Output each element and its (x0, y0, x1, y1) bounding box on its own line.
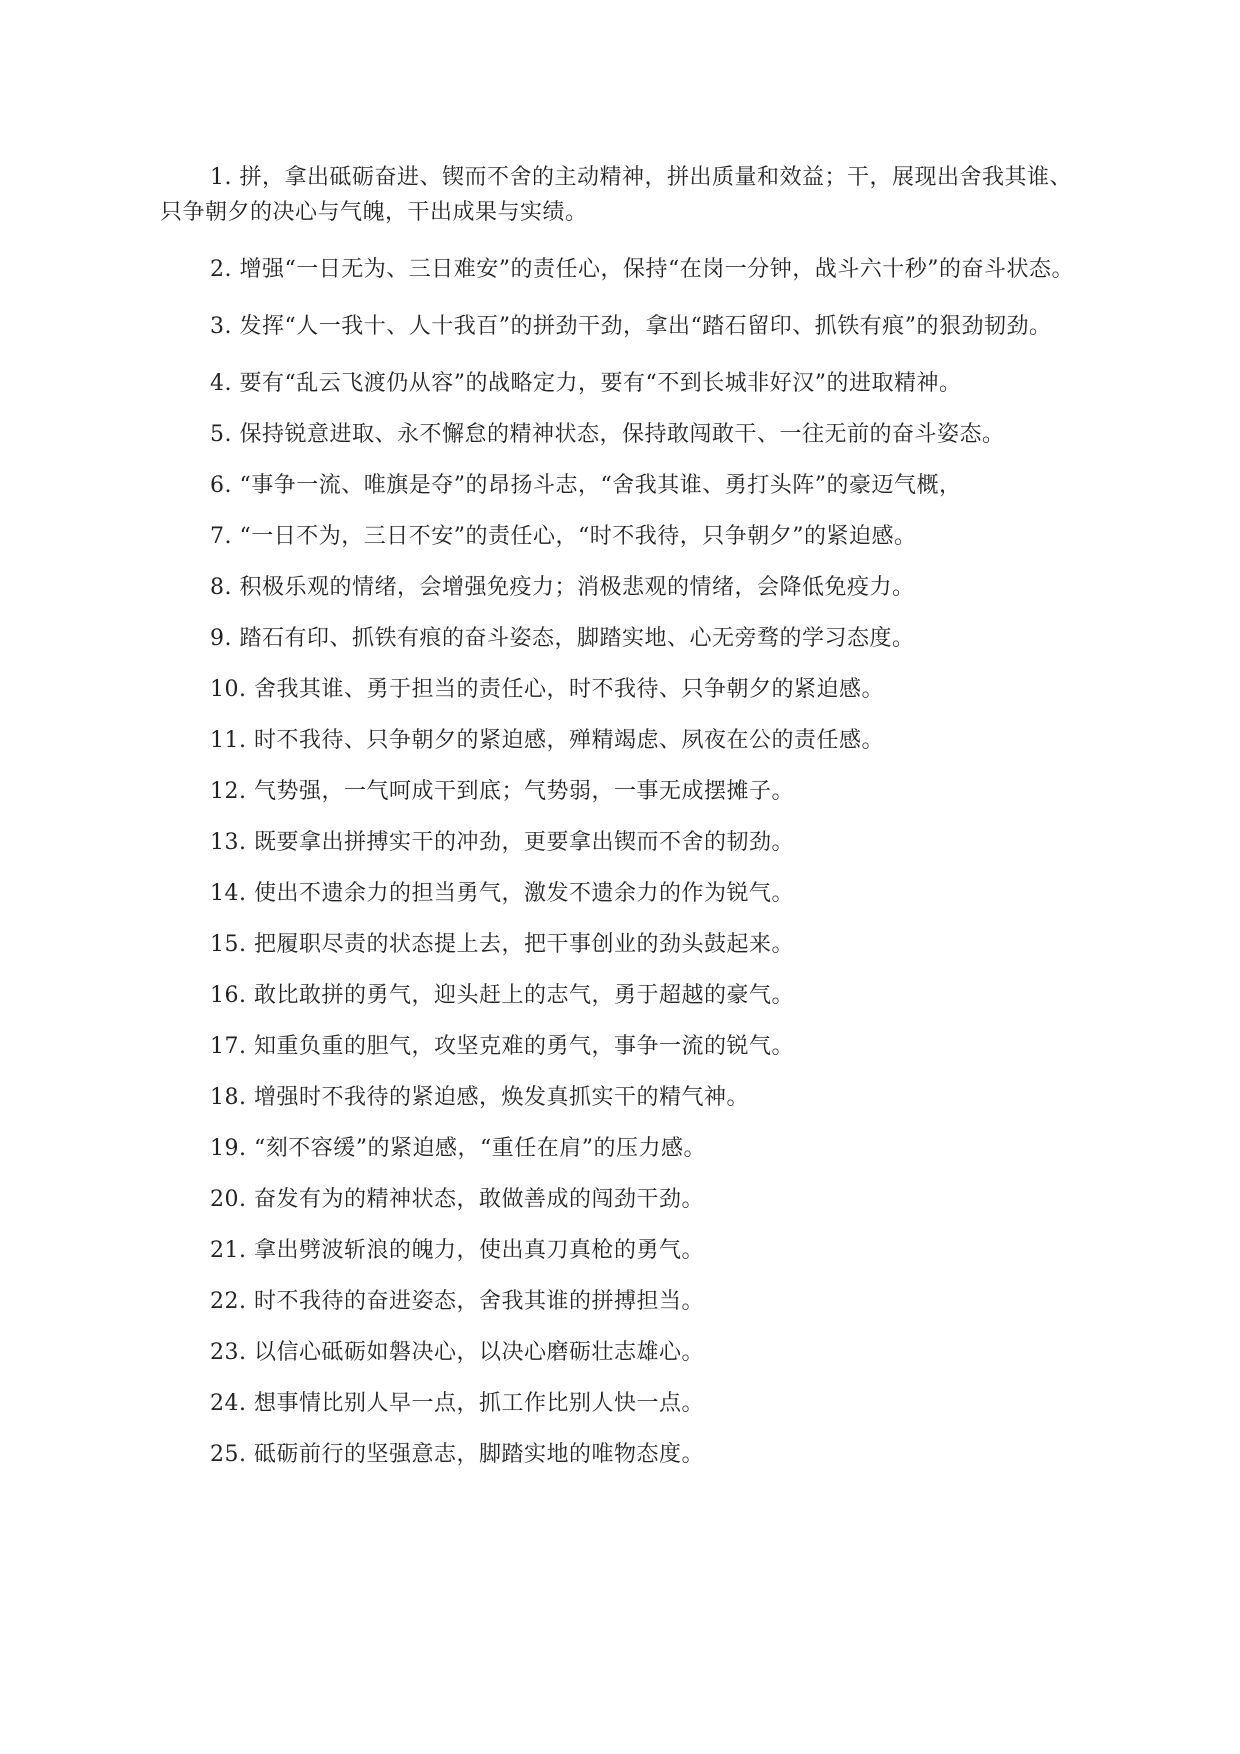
list-item: 23. 以信心砥砺如磐决心，以决心磨砺壮志雄心。 (210, 1340, 704, 1365)
list-item: 4. 要有“乱云飞渡仍从容”的战略定力，要有“不到长城非好汉”的进取精神。 (210, 371, 962, 396)
list-item: 16. 敢比敢拼的勇气，迎头赶上的志气，勇于超越的豪气。 (210, 983, 794, 1008)
list-item: 12. 气势强，一气呵成干到底；气势弱，一事无成摆摊子。 (210, 779, 794, 804)
list-item: 10. 舍我其谁、勇于担当的责任心，时不我待、只争朝夕的紧迫感。 (210, 677, 884, 702)
list-item: 11. 时不我待、只争朝夕的紧迫感，殚精竭虑、夙夜在公的责任感。 (210, 728, 884, 753)
list-item: 15. 把履职尽责的状态提上去，把干事创业的劲头鼓起来。 (210, 932, 794, 957)
list-item: 22. 时不我待的奋进姿态，舍我其谁的拼搏担当。 (210, 1289, 704, 1314)
list-item: 24. 想事情比别人早一点，抓工作比别人快一点。 (210, 1391, 704, 1416)
list-item: 8. 积极乐观的情绪，会增强免疫力；消极悲观的情绪，会降低免疫力。 (210, 575, 915, 600)
list-item: 19. “刻不容缓”的紧迫感，“重任在肩”的压力感。 (210, 1136, 706, 1161)
list-item: 1. 拼，拿出砥砺奋进、锲而不舍的主动精神，拼出质量和效益；干，展现出舍我其谁、只争朝夕的决心与气魄，干出成果与实绩。 (160, 165, 1072, 225)
list-item: 14. 使出不遗余力的担当勇气，激发不遗余力的作为锐气。 (210, 881, 794, 906)
list-item: 21. 拿出劈波斩浪的魄力，使出真刀真枪的勇气。 (210, 1238, 704, 1263)
list-item: 17. 知重负重的胆气，攻坚克难的勇气，事争一流的锐气。 (210, 1034, 794, 1059)
list-item: 9. 踏石有印、抓铁有痕的奋斗姿态，脚踏实地、心无旁骛的学习态度。 (210, 626, 915, 651)
list-item: 18. 增强时不我待的紧迫感，焕发真抓实干的精气神。 (210, 1085, 749, 1110)
list-item: 5. 保持锐意进取、永不懈怠的精神状态，保持敢闯敢干、一往无前的奋斗姿态。 (210, 422, 1005, 447)
list-item: 20. 奋发有为的精神状态，敢做善成的闯劲干劲。 (210, 1187, 704, 1212)
document-body (160, 160, 1088, 1488)
list-item: 2. 增强“一日无为、三日难安”的责任心，保持“在岗一分钟，战斗六十秒”的奋斗状态。 (210, 257, 1074, 282)
list-item: 7. “一日不为，三日不安”的责任心，“时不我待，只争朝夕”的紧迫感。 (210, 524, 917, 549)
list-item: 6. “事争一流、唯旗是夺”的昂扬斗志，“舍我其谁、勇打头阵”的豪迈气概， (210, 473, 962, 498)
list-item: 13. 既要拿出拼搏实干的冲劲，更要拿出锲而不舍的韧劲。 (210, 830, 794, 855)
list-item: 25. 砥砺前行的坚强意志，脚踏实地的唯物态度。 (210, 1442, 704, 1467)
list-item: 3. 发挥“人一我十、人十我百”的拼劲干劲，拿出“踏石留印、抓铁有痕”的狠劲韧劲。 (210, 314, 1052, 339)
